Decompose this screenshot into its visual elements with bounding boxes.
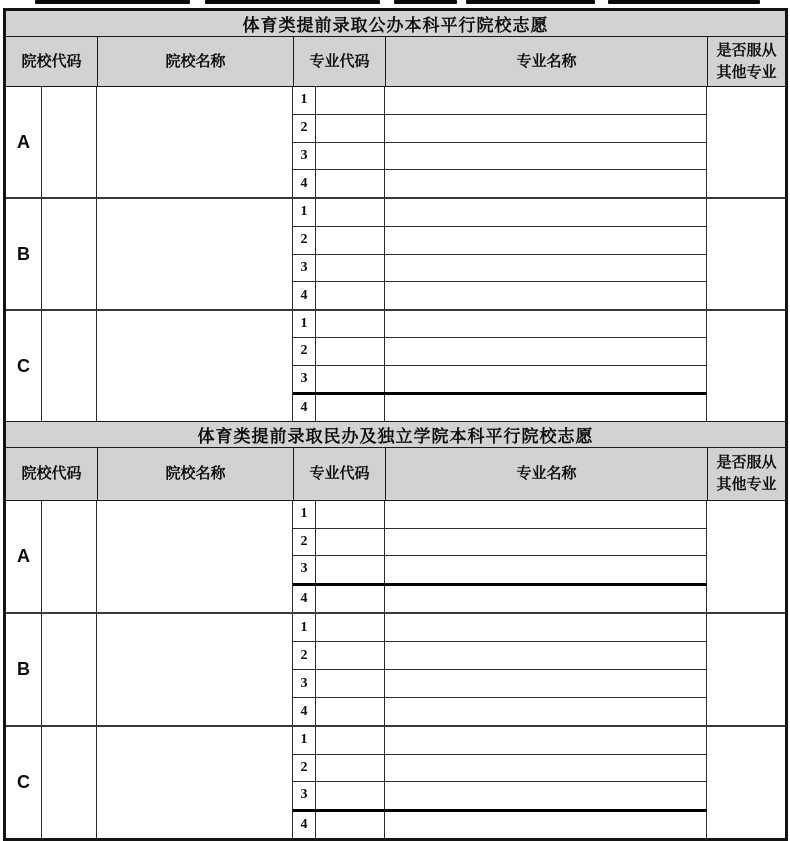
cutoff-underline-segment — [205, 0, 380, 4]
major-rows-stack — [293, 501, 707, 612]
college-choice-group-b — [6, 612, 785, 725]
cutoff-underline-segment — [35, 0, 190, 4]
major-sequence-number: 1 — [293, 311, 316, 337]
college-choice-group-a — [6, 87, 785, 197]
major-code-blank[interactable] — [316, 812, 385, 839]
major-name-blank[interactable] — [385, 501, 707, 528]
major-name-blank[interactable] — [385, 670, 707, 697]
major-code-blank[interactable] — [316, 87, 385, 114]
major-code-blank[interactable] — [316, 255, 385, 282]
major-subrow — [293, 614, 707, 642]
major-code-blank[interactable] — [316, 586, 385, 613]
major-sequence-number: 2 — [293, 755, 316, 782]
major-sequence-number: 3 — [293, 782, 316, 809]
major-rows-stack — [293, 727, 707, 838]
choice-letter: B — [6, 199, 42, 309]
major-sequence-number: 2 — [293, 227, 316, 254]
major-sequence-number: 3 — [293, 556, 316, 583]
college-code-blank[interactable] — [42, 614, 97, 725]
college-name-blank[interactable] — [97, 199, 293, 309]
major-sequence-number: 1 — [293, 727, 316, 754]
table1-title: 体育类提前录取公办本科平行院校志愿 — [6, 11, 785, 37]
major-sequence-number: 2 — [293, 115, 316, 142]
choice-letter: C — [6, 727, 42, 838]
college-choice-group-a — [6, 501, 785, 612]
major-code-blank[interactable] — [316, 170, 385, 197]
major-sequence-number: 2 — [293, 338, 316, 364]
major-subrow — [293, 642, 707, 670]
major-subrow — [293, 755, 707, 783]
header-college-name: 院校名称 — [97, 37, 293, 86]
header-major-code: 专业代码 — [293, 448, 385, 500]
major-sequence-number: 4 — [293, 586, 316, 613]
header-obey-other-major — [707, 448, 785, 500]
header-major-name: 专业名称 — [385, 448, 707, 500]
header-college-code: 院校代码 — [21, 465, 82, 483]
major-sequence-number: 1 — [293, 614, 316, 641]
major-sequence-number: 3 — [293, 143, 316, 170]
college-name-blank[interactable] — [97, 727, 293, 838]
major-sequence-number: 4 — [293, 282, 316, 309]
header-obey-line2: 其他专业 — [716, 63, 777, 81]
obey-other-major-blank[interactable] — [707, 87, 785, 197]
major-code-blank[interactable] — [316, 395, 385, 421]
major-subrow — [293, 395, 707, 421]
major-subrow — [293, 338, 707, 365]
major-code-blank[interactable] — [316, 143, 385, 170]
major-name-blank[interactable] — [385, 529, 707, 556]
header-major-code: 专业代码 — [293, 37, 385, 86]
major-code-blank[interactable] — [316, 556, 385, 583]
major-subrow — [293, 782, 707, 812]
major-subrow — [293, 143, 707, 171]
college-name-blank[interactable] — [97, 311, 293, 421]
volunteer-form — [3, 8, 788, 841]
major-name-blank[interactable] — [385, 782, 707, 809]
college-code-blank[interactable] — [42, 501, 97, 612]
major-sequence-number: 3 — [293, 255, 316, 282]
choice-letter: A — [6, 87, 42, 197]
major-name-blank[interactable] — [385, 87, 707, 114]
major-name-blank[interactable] — [385, 115, 707, 142]
college-choice-group-c — [6, 725, 785, 838]
major-name-blank[interactable] — [385, 727, 707, 754]
major-name-blank[interactable] — [385, 366, 707, 392]
major-code-blank[interactable] — [316, 614, 385, 641]
major-code-blank[interactable] — [316, 501, 385, 528]
obey-other-major-blank[interactable] — [707, 501, 785, 612]
major-code-blank[interactable] — [316, 782, 385, 809]
major-name-blank[interactable] — [385, 586, 707, 613]
college-name-blank[interactable] — [97, 501, 293, 612]
major-code-blank[interactable] — [316, 311, 385, 337]
cutoff-underline-segment — [394, 0, 457, 4]
obey-other-major-blank[interactable] — [707, 311, 785, 421]
cutoff-underline-marks — [0, 0, 790, 8]
major-subrow — [293, 255, 707, 283]
major-sequence-number: 4 — [293, 170, 316, 197]
major-sequence-number: 1 — [293, 87, 316, 114]
major-name-blank[interactable] — [385, 143, 707, 170]
major-name-blank[interactable] — [385, 199, 707, 226]
major-subrow — [293, 227, 707, 255]
college-choice-group-b — [6, 197, 785, 309]
college-choice-group-c — [6, 309, 785, 421]
major-subrow — [293, 727, 707, 755]
choice-letter: A — [6, 501, 42, 612]
table2-body — [6, 501, 785, 838]
major-code-blank[interactable] — [316, 642, 385, 669]
college-code-blank[interactable] — [42, 311, 97, 421]
major-name-blank[interactable] — [385, 170, 707, 197]
header-obey-line2: 其他专业 — [716, 476, 777, 493]
major-code-blank[interactable] — [316, 338, 385, 364]
major-subrow — [293, 115, 707, 143]
major-name-blank[interactable] — [385, 255, 707, 282]
college-code-blank[interactable] — [42, 727, 97, 838]
major-code-blank[interactable] — [316, 529, 385, 556]
obey-other-major-blank[interactable] — [707, 727, 785, 838]
major-name-blank[interactable] — [385, 338, 707, 364]
cutoff-underline-segment — [466, 0, 595, 4]
table1-body — [6, 87, 785, 421]
header-college-name: 院校名称 — [97, 448, 293, 500]
major-sequence-number: 3 — [293, 366, 316, 392]
major-name-blank[interactable] — [385, 311, 707, 337]
major-sequence-number: 4 — [293, 812, 316, 839]
major-code-blank[interactable] — [316, 727, 385, 754]
major-subrow — [293, 586, 707, 613]
major-sequence-number: 2 — [293, 529, 316, 556]
major-rows-stack — [293, 87, 707, 197]
header-obey-other-major — [707, 37, 785, 86]
choice-letter: C — [6, 311, 42, 421]
major-name-blank[interactable] — [385, 556, 707, 583]
major-sequence-number: 3 — [293, 670, 316, 697]
major-code-blank[interactable] — [316, 670, 385, 697]
major-sequence-number: 4 — [293, 698, 316, 725]
header-college-code: 院校代码 — [21, 52, 82, 70]
choice-letter: B — [6, 614, 42, 725]
major-rows-stack — [293, 311, 707, 421]
header-major-name: 专业名称 — [385, 37, 707, 86]
major-subrow — [293, 199, 707, 227]
major-subrow — [293, 282, 707, 309]
major-subrow — [293, 670, 707, 698]
major-subrow — [293, 556, 707, 586]
major-code-blank[interactable] — [316, 698, 385, 725]
major-subrow — [293, 87, 707, 115]
major-subrow — [293, 698, 707, 725]
major-rows-stack — [293, 199, 707, 309]
major-code-blank[interactable] — [316, 227, 385, 254]
table2-header-row — [6, 448, 785, 501]
major-sequence-number: 1 — [293, 199, 316, 226]
college-code-blank[interactable] — [42, 199, 97, 309]
table2-title: 体育类提前录取民办及独立学院本科平行院校志愿 — [6, 421, 785, 448]
major-subrow — [293, 812, 707, 839]
major-name-blank[interactable] — [385, 698, 707, 725]
major-subrow — [293, 311, 707, 338]
major-name-blank[interactable] — [385, 395, 707, 421]
major-subrow — [293, 170, 707, 197]
major-subrow — [293, 366, 707, 395]
major-name-blank[interactable] — [385, 812, 707, 839]
major-code-blank[interactable] — [316, 199, 385, 226]
table1-header-row — [6, 37, 785, 87]
major-code-blank[interactable] — [316, 115, 385, 142]
header-obey-line1: 是否服从 — [716, 41, 777, 59]
major-code-blank[interactable] — [316, 755, 385, 782]
major-subrow — [293, 529, 707, 557]
obey-other-major-blank[interactable] — [707, 614, 785, 725]
major-name-blank[interactable] — [385, 614, 707, 641]
major-sequence-number: 1 — [293, 501, 316, 528]
major-code-blank[interactable] — [316, 366, 385, 392]
major-name-blank[interactable] — [385, 755, 707, 782]
major-code-blank[interactable] — [316, 282, 385, 309]
header-obey-line1: 是否服从 — [716, 454, 777, 472]
college-code-blank[interactable] — [42, 87, 97, 197]
major-rows-stack — [293, 614, 707, 725]
obey-other-major-blank[interactable] — [707, 199, 785, 309]
major-sequence-number: 2 — [293, 642, 316, 669]
college-name-blank[interactable] — [97, 614, 293, 725]
major-name-blank[interactable] — [385, 642, 707, 669]
college-name-blank[interactable] — [97, 87, 293, 197]
major-subrow — [293, 501, 707, 529]
cutoff-underline-segment — [608, 0, 760, 4]
major-name-blank[interactable] — [385, 227, 707, 254]
major-sequence-number: 4 — [293, 395, 316, 421]
major-name-blank[interactable] — [385, 282, 707, 309]
